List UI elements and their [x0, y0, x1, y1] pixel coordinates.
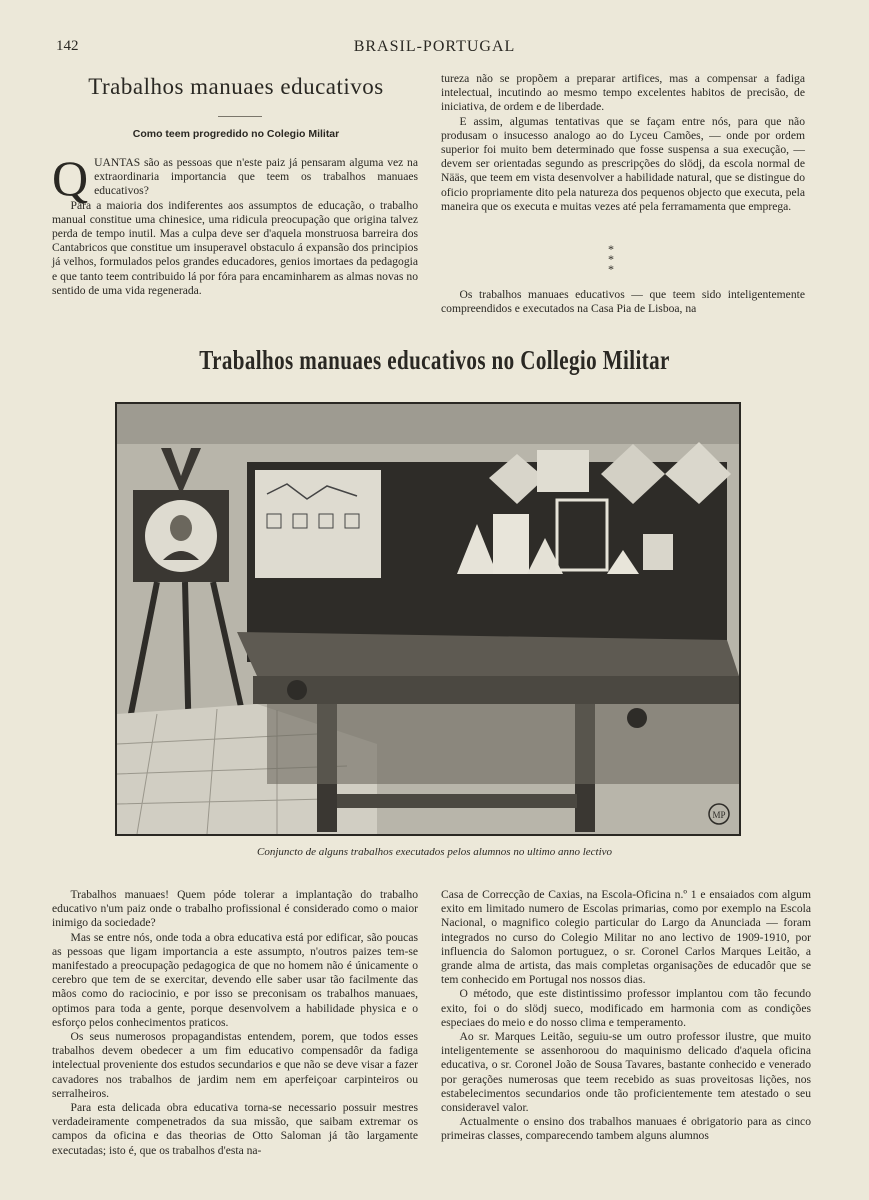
figure-banner-title: Trabalhos manuaes educativos no Collegio Militar [199, 345, 670, 375]
body-right-column [441, 888, 811, 1144]
bench-underside [267, 704, 739, 784]
body-paragraph-1: Trabalhos manuaes! Quem póde tolerar a implantação do trabalho educativo n'um paiz onde o trabalho profissional é considerado como o maior inimigo da sociedade? [52, 888, 418, 930]
ceiling-shadow [117, 404, 739, 444]
running-title: BRASIL-PORTUGAL [353, 38, 516, 55]
photograph-drawing [117, 404, 739, 834]
bench-stretcher [337, 794, 577, 808]
bench-vise [287, 680, 307, 700]
article-right-column-cont [441, 288, 805, 316]
paragraph-r3: Os trabalhos manuaes educativos — que teem sido inteligentemente compreendidos e executados na Casa Pia de Lisboa, na [441, 288, 805, 316]
model-block [493, 514, 529, 574]
asterism: * * * [608, 242, 624, 276]
model-square [537, 450, 589, 492]
paragraph-1-text: são as pessoas que n'este paiz já pensaram alguma vez na extraordinaria importancia que teem os trabalhos manuaes educativos? [94, 156, 418, 198]
body-paragraph-4: Para esta delicada obra educativa torna-se necessario possuir mestres verdadeiramente compenetrados da sua missão, que saibam extremar os campos da oficina e das theorias de Otto Saloman já tão largamente executadas; isto é, que os trabalhos d'esta na- [52, 1101, 418, 1157]
body-left-column [52, 888, 418, 1158]
article-right-column [441, 72, 805, 214]
paragraph-r2: E assim, algumas tentativas que se façam entre nós, para que não produsam o insucesso analogo ao do Lyceu Camões, — onde por ordem superior foi muito bem determinado que fosse suspensa a sua execução, — devem ser orientadas segundo as prescripções do slödj, da escola normal de Nääs, que teem em vista desenvolver a habilidade natural, que se distingue do oficio propriamente dito pela natureza dos pequenos objecto que executa, pela maneira que os executa e muitas vezes até pela ferramamenta que emprega. [441, 114, 805, 213]
article-subtitle: Como teem progredido no Colegio Militar [132, 128, 340, 140]
model-block [643, 534, 673, 570]
article-left-column [52, 150, 418, 298]
drawing-panel [255, 470, 381, 578]
photographer-monogram: MP [712, 810, 726, 820]
body-paragraph-r3: Ao sr. Marques Leitão, seguiu-se um outro professor ilustre, que muito inteligentemente se assenhoroou do maquinismo delicado d'aquela oficina educativa, o sr. Coronel João de Sousa Tavares, bastante conhecido e venerado por gerações numerosas que teem recebido as suas proveitosas lições, nos estabelecimentos secundarios onde tão proficientemente tem atestado o seu consideravel valor. [441, 1030, 811, 1115]
lead-caps: UANTAS [94, 156, 141, 169]
drop-cap: Q [52, 150, 89, 206]
figure-caption: Conjuncto de alguns trabalhos executados pelos alumnos no ultimo anno lectivo [256, 846, 613, 858]
paragraph-r1: tureza não se propõem a preparar artifices, mas a compensar a fadiga intelectual, incutindo ao mesmo tempo excelentes habitos de precisão, de iniciativa, de ordem e de liberdade. [441, 72, 805, 114]
body-paragraph-r1: Casa de Correcção de Caxias, na Escola-Oficina n.º 1 e ensaiados com algum exito em limitado numero de Escolas primarias, como por exemplo na Escola Nacional, o magnifico colegio particular do Largo da Anunciada — foram integrados no curso do Colegio Militar no ano lectivo de 1909-1910, por influencia do Salomon portuguez, o sr. Coronel Carlos Marques Leitão, a grande alma de artista, das mais completas organisações de educadôr que se tem conhecido em Portugal nos nossos dias. [441, 888, 811, 987]
body-paragraph-3: Os seus numerosos propagandistas entendem, porem, que todos esses trabalhos devem obedecer a um fim educativo compensadôr da fadiga intelectual proveniente dos estudos secundarios e que não se deve visar a fazer cavadores nos trabalhos de jardim nem em aperfeiçoar carpinteiros ou serralheiros. [52, 1030, 418, 1100]
article-title: Trabalhos manuaes educativos [88, 74, 384, 99]
page-number: 142 [56, 38, 79, 54]
paragraph-2: Para a maioria dos indiferentes aos assumptos de educação, o trabalho manual constitue uma chinesice, uma ridicula preocupação que origina talvez perda de tempo inutil. Mas a culpa deve ser d'aquela monstruosa barreira dos Cantabricos que constitue um insuperavel obstaculo á expansão dos principios já velhos, formulados pelos grandes educadores, genios imortaes da pedagogia e que tanto teem contribuido lá por fóra para encaminharem as almas novas no sentido de uma vida regenerada. [52, 198, 418, 297]
body-paragraph-r2: O método, que este distintissimo professor implantou com tão fecundo exito, foi o do slödj sueco, modificado em harmonia com as condições especiaes do meio e do nosso clima e temperamento. [441, 987, 811, 1029]
body-paragraph-2: Mas se entre nós, onde toda a obra educativa está por edificar, são poucas as pessoas que ligam importancia a este assumpto, n'outros paizes tem-se manifestado a preocupação pedagogica de que no homem não é únicamente o cerebro que tem de se exercitar, devendo elle saber usar tão facilmente das mãos como do raciocinio, e por isso se preconisam os trabalhos manuaes, optimos para toda a gente, porque desenvolvem a habilidade physica e o esforço pelos conhecimentos praticos. [52, 930, 418, 1029]
paragraph-1 [52, 150, 418, 206]
bench-apron [253, 676, 739, 704]
title-divider [218, 116, 262, 117]
body-paragraph-r4: Actualmente o ensino dos trabalhos manuaes é obrigatorio para as cinco primeiras classes, comparecendo tambem alguns alumnos [441, 1115, 811, 1143]
portrait-face [170, 515, 192, 541]
workshop-photograph [115, 402, 741, 836]
bench-vise [627, 708, 647, 728]
